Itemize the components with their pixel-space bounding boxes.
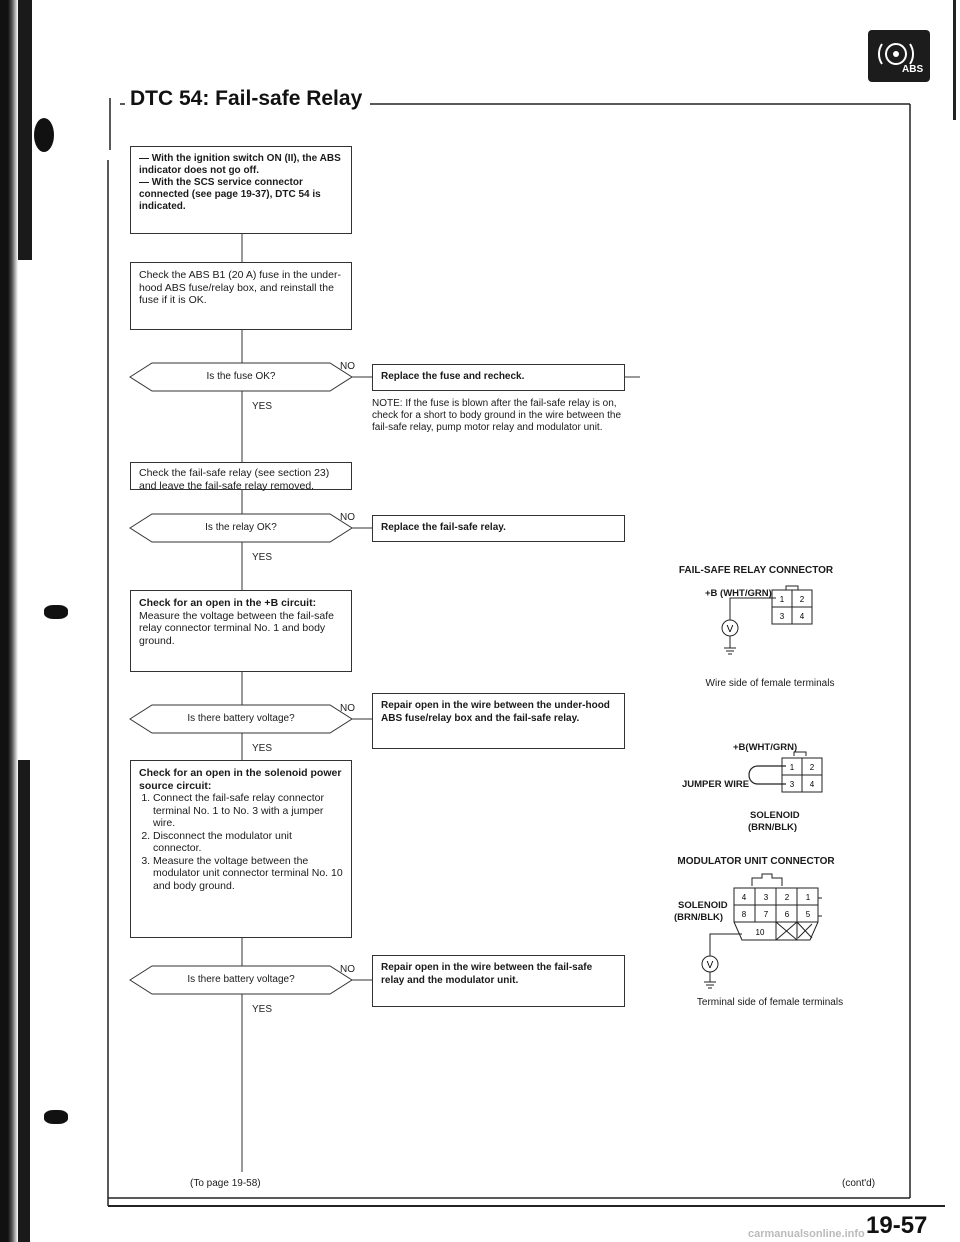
step-check-solenoid-circuit — [130, 760, 352, 938]
answer-repair-relay-modulator-wire: Repair open in the wire between the fail-safe relay and the modulator unit. — [372, 955, 625, 1007]
step-check-solenoid-list — [139, 792, 343, 892]
relay-connector-caption: Wire side of female terminals — [705, 678, 835, 689]
step-check-b-circuit-title: Check for an open in the +B circuit: — [139, 597, 317, 609]
yes-label-4: YES — [252, 1004, 273, 1015]
question-relay-ok: Is the relay OK? — [205, 522, 277, 533]
watermark: carmanualsonline.info — [748, 1228, 865, 1240]
no-label-3: NO — [340, 703, 355, 714]
jumper-connector-diagram — [740, 748, 840, 808]
modulator-solenoid-color: (BRN/BLK) — [674, 912, 724, 923]
no-label-4: NO — [340, 964, 355, 975]
jumper-wire-label: JUMPER WIRE — [682, 779, 750, 790]
step-check-b-circuit-body: Measure the voltage between the fail-safe relay connector terminal No. 1 and body ground. — [139, 609, 334, 647]
modulator-pin-4: 4 — [741, 893, 747, 902]
modulator-pin-5: 5 — [805, 910, 811, 919]
question-fuse-ok: Is the fuse OK? — [206, 371, 276, 382]
modulator-pin-2: 2 — [784, 893, 790, 902]
modulator-connector-diagram — [680, 868, 850, 998]
to-page-link: (To page 19-58) — [190, 1178, 261, 1189]
modulator-connector-caption: Terminal side of female terminals — [696, 997, 844, 1008]
step-check-relay-ext — [130, 462, 352, 490]
modulator-pin-10: 10 — [755, 928, 765, 937]
modulator-pin-8: 8 — [741, 910, 747, 919]
page-title: DTC 54: Fail-safe Relay — [130, 87, 363, 110]
jumper-pin-1: 1 — [789, 763, 795, 772]
abs-badge-label: ABS — [902, 64, 924, 75]
modulator-solenoid-label: SOLENOID — [678, 900, 728, 911]
relay-connector-title: FAIL-SAFE RELAY CONNECTOR — [678, 565, 834, 576]
jumper-pin-2: 2 — [809, 763, 815, 772]
yes-label-1: YES — [252, 401, 273, 412]
step-check-solenoid-item: 1. Connect the fail-safe relay connector terminal No. 1 to No. 3 with a jumper wire. — [153, 792, 343, 830]
jumper-pin-3: 3 — [789, 780, 795, 789]
step-check-b-circuit — [130, 590, 352, 672]
step-check-solenoid-item: 2. Disconnect the modulator unit connector. — [153, 830, 343, 855]
no-label-2: NO — [340, 512, 355, 523]
start-condition-scs: — With the SCS service connector connected (see page 19-37), DTC 54 is indicated. — [139, 177, 321, 212]
modulator-connector-title: MODULATOR UNIT CONNECTOR — [677, 856, 835, 867]
step-check-relay: Check the fail-safe relay (see section 23) and leave the fail-safe relay removed. — [130, 462, 352, 490]
step-check-solenoid-title: Check for an open in the solenoid power source circuit: — [139, 767, 342, 792]
step-check-solenoid-item: 3. Measure the voltage between the modulator unit connector terminal No. 10 and body ground. — [153, 855, 343, 893]
question-battery-voltage-2: Is there battery voltage? — [187, 974, 295, 985]
relay-connector-diagram — [690, 578, 830, 678]
answer-repair-fuse-box-wire: Repair open in the wire between the under-hood ABS fuse/relay box and the fail-safe relay. — [372, 693, 625, 749]
jumper-b-wire-label: +B(WHT/GRN) — [733, 742, 798, 753]
modulator-pin-6: 6 — [784, 910, 790, 919]
no-label-1: NO — [340, 361, 355, 372]
answer-replace-relay: Replace the fail-safe relay. — [372, 515, 625, 542]
modulator-pin-1: 1 — [805, 893, 811, 902]
yes-label-2: YES — [252, 552, 273, 563]
continued-label: (cont'd) — [842, 1178, 876, 1189]
modulator-pin-7: 7 — [763, 910, 769, 919]
relay-voltmeter-symbol: V — [726, 624, 734, 635]
question-battery-voltage-1: Is there battery voltage? — [187, 713, 295, 724]
relay-wire-label: +B (WHT/GRN) — [705, 588, 772, 599]
jumper-solenoid-label: SOLENOID — [750, 810, 800, 821]
modulator-pin-3: 3 — [763, 893, 769, 902]
yes-label-3: YES — [252, 743, 273, 754]
relay-pin-2: 2 — [799, 595, 805, 604]
answer-replace-fuse: Replace the fuse and recheck. — [372, 364, 625, 391]
step-check-fuse: Check the ABS B1 (20 A) fuse in the under-hood ABS fuse/relay box, and reinstall the fuse if it is OK. — [130, 262, 352, 330]
relay-pin-4: 4 — [799, 612, 805, 621]
note-fuse-blown: NOTE: If the fuse is blown after the fail-safe relay is on, check for a short to body ground in the wire between the fail-safe relay, pump motor relay and modulator unit. — [372, 398, 622, 433]
start-condition-box — [130, 146, 352, 234]
modulator-voltmeter-symbol: V — [706, 960, 714, 971]
start-condition-ignition: — With the ignition switch ON (II), the ABS indicator does not go off. — [139, 153, 341, 176]
relay-pin-3: 3 — [779, 612, 785, 621]
page-number: 19-57 — [866, 1212, 928, 1239]
jumper-pin-4: 4 — [809, 780, 815, 789]
jumper-solenoid-color: (BRN/BLK) — [748, 822, 798, 833]
relay-pin-1: 1 — [779, 595, 785, 604]
